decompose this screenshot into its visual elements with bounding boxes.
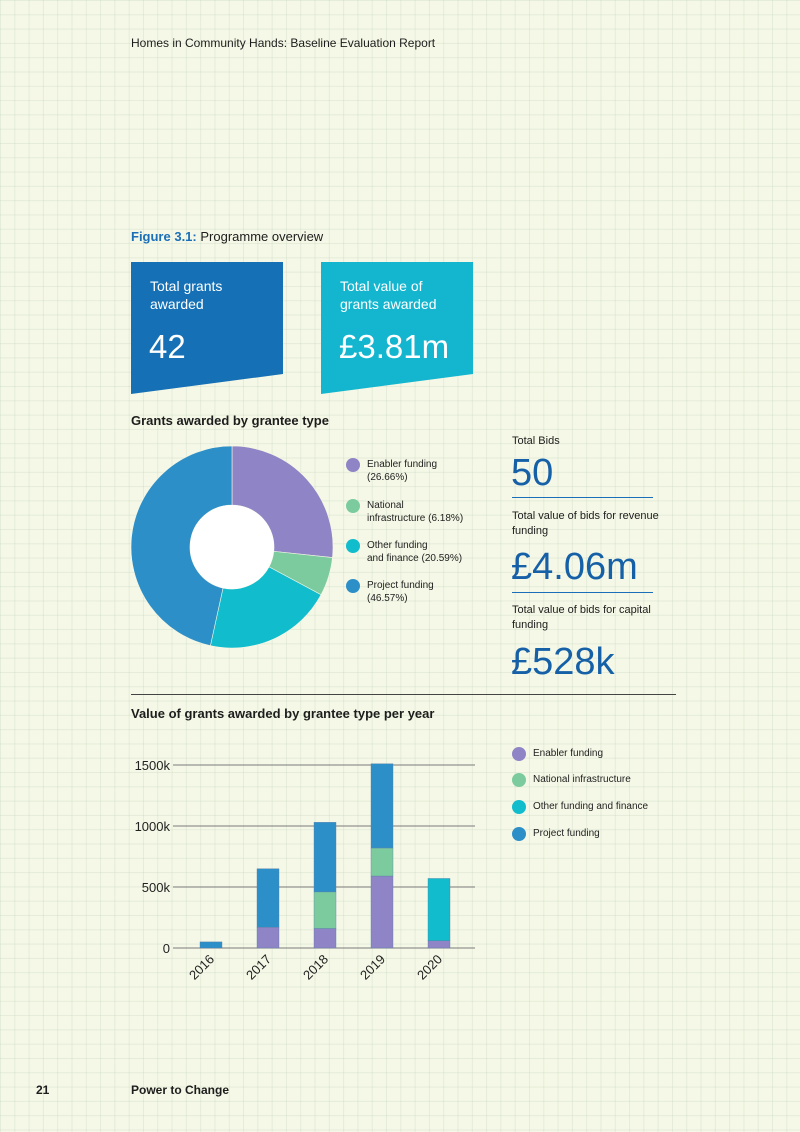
- legend-label: Enabler funding (26.66%): [367, 459, 438, 483]
- legend-label: National infrastructure: [533, 774, 631, 785]
- x-tick-label: 2018: [300, 951, 332, 983]
- legend-label: Project funding (46.57%): [367, 580, 434, 604]
- x-tick-label: 2016: [186, 951, 218, 983]
- bar-segment-2020-enabler-funding: [428, 941, 450, 948]
- legend-swatch: [512, 800, 526, 814]
- section-divider: [131, 694, 676, 695]
- figure-number: Figure 3.1:: [131, 229, 197, 244]
- bar-segment-2019-national-infrastructure: [371, 848, 393, 876]
- stat-card-total-grants: [131, 262, 283, 394]
- bar-segment-2019-project-funding: [371, 764, 393, 848]
- legend-swatch: [512, 773, 526, 787]
- bar-segment-2018-project-funding: [314, 822, 336, 892]
- donut-hole: [190, 505, 274, 589]
- x-tick-label: 2017: [243, 951, 275, 983]
- revenue-bids-label: Total value of bids for revenue funding: [512, 510, 659, 537]
- legend-label: National infrastructure (6.18%): [367, 500, 464, 524]
- donut-chart-title: Grants awarded by grantee type: [131, 413, 329, 428]
- bar-chart-title: Value of grants awarded by grantee type per year: [131, 706, 435, 721]
- page-number: 21: [36, 1083, 50, 1097]
- stat-value: 42: [149, 328, 186, 365]
- stat-value: £3.81m: [339, 328, 450, 365]
- y-tick-label: 500k: [141, 880, 170, 895]
- legend-label: Other funding and finance (20.59%): [367, 540, 463, 564]
- y-tick-label: 0: [162, 941, 170, 956]
- stat-card-total-value: [321, 262, 473, 394]
- y-tick-label: 1500k: [134, 758, 170, 773]
- revenue-bids-value: £4.06m: [511, 546, 638, 588]
- capital-bids-value: £528k: [511, 641, 615, 683]
- total-bids-label: Total Bids: [512, 435, 560, 447]
- x-tick-label: 2020: [414, 951, 446, 983]
- legend-swatch: [346, 539, 360, 553]
- stat-label: Total grants awarded: [150, 278, 223, 312]
- legend-swatch: [346, 579, 360, 593]
- stat-label: Total value of grants awarded: [340, 278, 437, 312]
- stacked-bar-chart: [110, 740, 490, 1000]
- bar-segment-2017-enabler-funding: [257, 927, 279, 948]
- legend-label: Other funding and finance: [533, 801, 649, 812]
- legend-swatch: [346, 499, 360, 513]
- divider-line: [512, 592, 653, 593]
- bar-segment-2019-enabler-funding: [371, 876, 393, 948]
- figure-title: [131, 229, 323, 244]
- bar-segment-2018-enabler-funding: [314, 928, 336, 948]
- legend-label: Enabler funding: [533, 748, 604, 759]
- report-header-title: Homes in Community Hands: Baseline Evaluation Report: [131, 36, 436, 50]
- footer-brand: Power to Change: [131, 1083, 230, 1097]
- divider-line: [512, 497, 653, 498]
- bar-segment-2020-other-funding-and-finance: [428, 878, 450, 940]
- legend-label: Project funding: [533, 828, 600, 839]
- bar-segment-2016-project-funding: [200, 942, 222, 948]
- legend-swatch: [346, 458, 360, 472]
- x-tick-label: 2019: [357, 951, 389, 983]
- legend-swatch: [512, 747, 526, 761]
- total-bids-value: 50: [511, 452, 554, 494]
- legend-swatch: [512, 827, 526, 841]
- y-tick-label: 1000k: [134, 819, 170, 834]
- figure-title-text: Programme overview: [200, 229, 324, 244]
- donut-chart: [128, 443, 336, 651]
- capital-bids-label: Total value of bids for capital funding: [512, 604, 651, 631]
- bar-segment-2017-project-funding: [257, 869, 279, 928]
- bar-segment-2018-national-infrastructure: [314, 892, 336, 929]
